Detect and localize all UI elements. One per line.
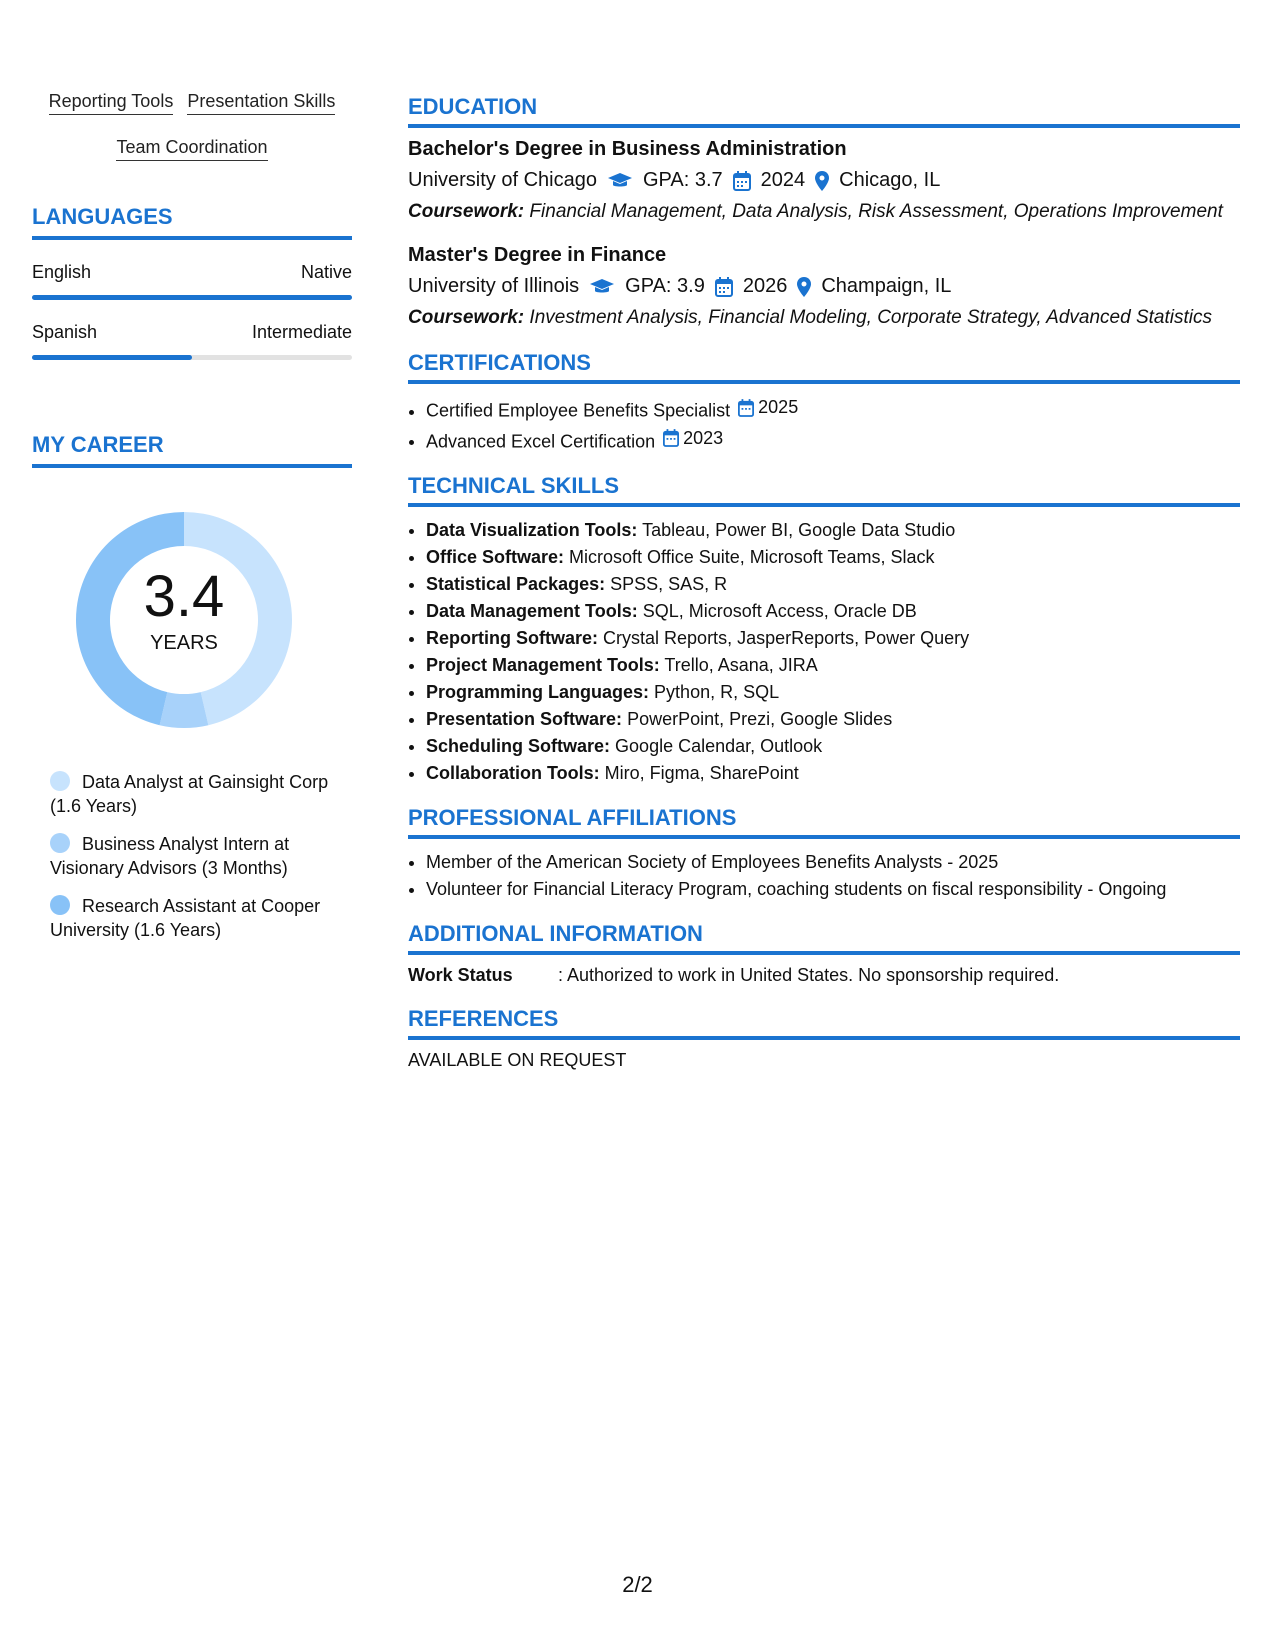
certifications-list (408, 394, 1240, 455)
language-bar-fill (32, 355, 192, 360)
skill-value: PowerPoint, Prezi, Google Slides (627, 709, 893, 729)
language-item (32, 262, 352, 300)
skill-value: Trello, Asana, JIRA (664, 655, 818, 675)
coursework-label: Coursework: (408, 307, 525, 328)
additional-info-title: ADDITIONAL INFORMATION (408, 921, 1240, 955)
graduation-year: 2024 (760, 169, 806, 191)
degree-item (408, 244, 1240, 330)
technical-skills-section (408, 473, 1240, 787)
career-item (50, 832, 352, 880)
skill-tag: Presentation Skills (187, 92, 335, 115)
certifications-section (408, 350, 1240, 455)
skill-item (426, 760, 1240, 787)
skill-label: Presentation Software: (426, 709, 623, 729)
legend-dot (50, 771, 70, 791)
certification-item (426, 425, 1240, 456)
skill-label: Data Visualization Tools: (426, 520, 638, 540)
references-title: REFERENCES (408, 1006, 1240, 1040)
skill-label: Data Management Tools: (426, 601, 638, 621)
skill-label: Reporting Software: (426, 628, 599, 648)
education-section (408, 94, 1240, 330)
coursework-text: Financial Management, Data Analysis, Risk Assessment, Operations Improvement (529, 201, 1223, 222)
skill-item (426, 517, 1240, 544)
career-item (50, 894, 352, 942)
language-bar-fill (32, 295, 352, 300)
coursework-text: Investment Analysis, Financial Modeling, Corporate Strategy, Advanced Statistics (529, 307, 1212, 328)
skill-value: Crystal Reports, JasperReports, Power Query (603, 628, 970, 648)
calendar-icon (715, 277, 733, 297)
skill-tag: Reporting Tools (49, 92, 174, 115)
skill-item (426, 706, 1240, 733)
certification-year: 2023 (683, 427, 724, 448)
skill-item (426, 598, 1240, 625)
languages-title: LANGUAGES (32, 204, 352, 240)
additional-info-section (408, 921, 1240, 986)
language-level: Intermediate (251, 322, 352, 342)
affiliations-section (408, 805, 1240, 903)
skill-label: Collaboration Tools: (426, 763, 600, 783)
skill-value: Google Calendar, Outlook (615, 736, 823, 756)
coursework (408, 306, 1240, 330)
gpa: GPA: 3.7 (642, 169, 723, 191)
degree-location: Champaign, IL (821, 275, 952, 297)
technical-skills-list (408, 517, 1240, 787)
certification-year: 2025 (758, 397, 799, 417)
affiliation-item: • Volunteer for Financial Literacy Program, coaching students on fiscal responsibility - Ongoing (426, 876, 1240, 903)
career-unit: YEARS (150, 632, 218, 654)
career-item-text: Business Analyst Intern at Visionary Advisors (3 Months) (50, 834, 290, 878)
skill-label: Programming Languages: (426, 682, 650, 702)
calendar-icon (663, 429, 679, 447)
technical-skills-title: TECHNICAL SKILLS (408, 473, 1240, 507)
career-item-text: Research Assistant at Cooper University (1.6 Years) (50, 896, 321, 940)
left-column (32, 86, 352, 956)
location-pin-icon (815, 171, 829, 191)
certification-name: Advanced Excel Certification (426, 431, 656, 451)
skill-value: SQL, Microsoft Access, Oracle DB (642, 601, 917, 621)
skill-label: Project Management Tools: (426, 655, 660, 675)
references-section (408, 1006, 1240, 1071)
graduation-cap-icon (607, 172, 633, 190)
skill-tag: Team Coordination (116, 138, 267, 161)
skills-tags (32, 86, 352, 178)
skill-label: Statistical Packages: (426, 574, 606, 594)
graduation-cap-icon (589, 278, 615, 296)
career-item-text: Data Analyst at Gainsight Corp (1.6 Years) (50, 772, 329, 816)
gpa: GPA: 3.9 (625, 275, 705, 297)
degree-title: Master's Degree in Finance (408, 244, 667, 266)
school-name: University of Chicago (408, 169, 597, 191)
language-name: Spanish (32, 322, 98, 342)
certification-item (426, 394, 1240, 425)
language-bar (32, 295, 352, 300)
work-status-value: : Authorized to work in United States. No sponsorship required. (558, 965, 1060, 985)
language-level: Native (300, 262, 352, 282)
school-name: University of Illinois (408, 275, 580, 297)
skill-label: Scheduling Software: (426, 736, 611, 756)
career-title: MY CAREER (32, 432, 352, 468)
skill-item (426, 544, 1240, 571)
skill-value: Python, R, SQL (654, 682, 780, 702)
skill-item (426, 733, 1240, 760)
location-pin-icon (797, 277, 811, 297)
languages-section (32, 204, 352, 360)
career-section (32, 432, 352, 942)
calendar-icon (738, 399, 754, 417)
skill-item (426, 679, 1240, 706)
certification-name: Certified Employee Benefits Specialist (426, 400, 731, 421)
career-total: 3.4 (143, 564, 225, 629)
degree-location: Chicago, IL (839, 169, 941, 191)
skill-item (426, 652, 1240, 679)
skill-value: SPSS, SAS, R (610, 574, 728, 594)
skill-item (426, 625, 1240, 652)
legend-dot (50, 895, 70, 915)
skill-value: Microsoft Office Suite, Microsoft Teams, Slack (569, 547, 935, 567)
calendar-icon (733, 171, 751, 191)
certifications-title: CERTIFICATIONS (408, 350, 1240, 384)
skill-item (426, 571, 1240, 598)
work-status-row (408, 965, 1240, 986)
skill-value: Tableau, Power BI, Google Data Studio (642, 520, 956, 540)
career-donut (64, 500, 304, 740)
skill-value: Miro, Figma, SharePoint (604, 763, 799, 783)
work-status-label: Work Status (408, 965, 513, 985)
affiliations-title: PROFESSIONAL AFFILIATIONS (408, 805, 1240, 839)
language-bar (32, 355, 352, 360)
language-item (32, 322, 352, 360)
legend-dot (50, 833, 70, 853)
page-number: 2/2 (622, 1572, 653, 1597)
references-text: AVAILABLE ON REQUEST (408, 1050, 627, 1070)
graduation-year: 2026 (742, 275, 788, 297)
affiliation-item: • Member of the American Society of Employees Benefits Analysts - 2025 (426, 849, 1240, 876)
coursework-label: Coursework: (408, 201, 525, 222)
education-title: EDUCATION (408, 94, 1240, 128)
degree-title: Bachelor's Degree in Business Administration (408, 138, 847, 160)
coursework (408, 200, 1240, 224)
career-list (32, 770, 352, 942)
career-item (50, 770, 352, 818)
language-name: English (32, 262, 92, 282)
degree-item (408, 138, 1240, 224)
skill-label: Office Software: (426, 547, 565, 567)
affiliations-list (408, 849, 1240, 903)
right-column (408, 94, 1240, 1071)
